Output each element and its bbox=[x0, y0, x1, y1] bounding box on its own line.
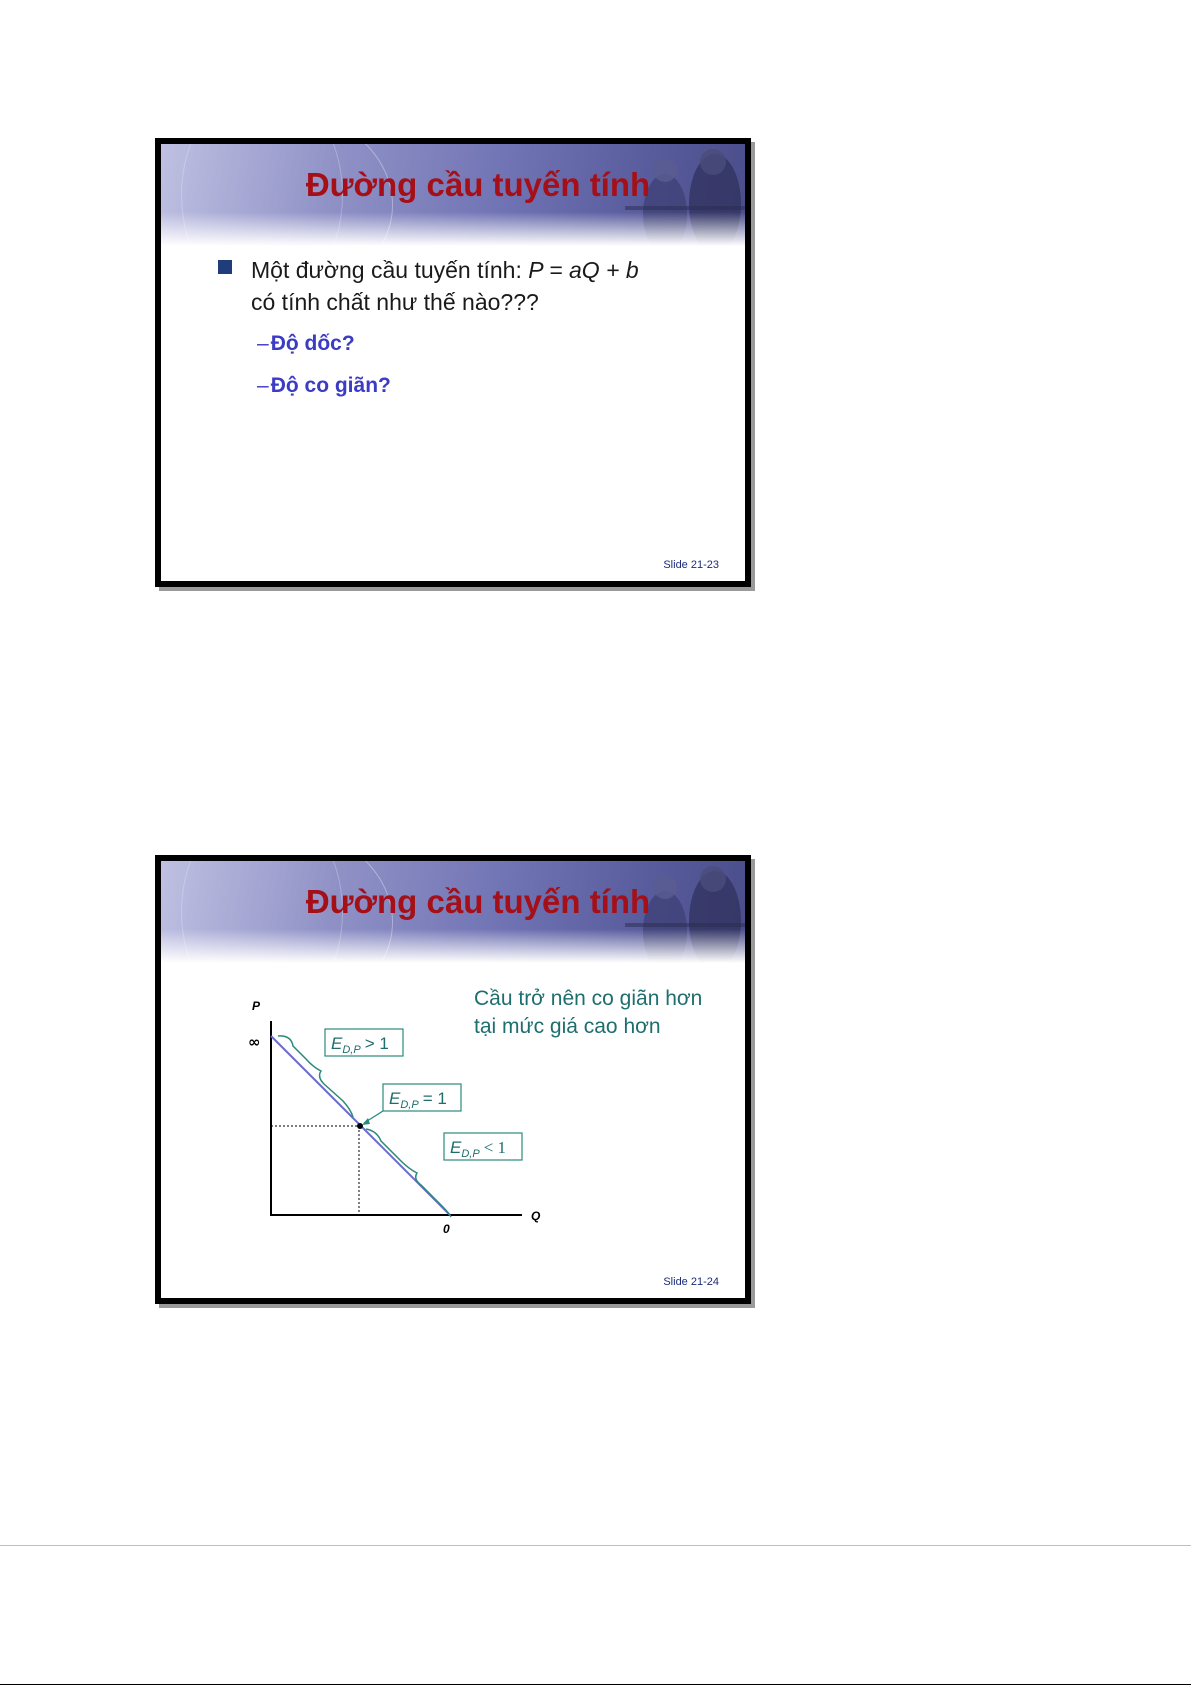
dash-icon: – bbox=[257, 332, 269, 355]
bullet-prefix: Một đường cầu tuyến tính: bbox=[251, 257, 529, 283]
subpoint-elasticity bbox=[257, 374, 391, 398]
slide-23 bbox=[155, 138, 751, 587]
equation: P = aQ + b bbox=[528, 257, 639, 283]
label-inelastic: $E_{D,P} < 1$ bbox=[450, 1138, 507, 1160]
zero-label: 0 bbox=[443, 1222, 450, 1236]
label-elastic: $E_{D,P} > 1$ bbox=[331, 1034, 389, 1056]
midpoint-marker bbox=[357, 1123, 363, 1129]
slide-number: Slide 21-23 bbox=[663, 559, 719, 571]
square-bullet-icon bbox=[218, 260, 232, 274]
bullet-point bbox=[218, 254, 718, 318]
pointer-arrow-icon bbox=[362, 1118, 370, 1125]
demand-curve-graph bbox=[161, 861, 745, 1298]
bullet-line2: có tính chất như thế nào??? bbox=[251, 289, 539, 315]
p-axis-label: P bbox=[252, 999, 261, 1013]
subpoint-label: Độ dốc? bbox=[270, 332, 355, 355]
subpoint-slope bbox=[257, 332, 355, 356]
q-axis-label: Q bbox=[531, 1209, 541, 1223]
dash-icon: – bbox=[257, 374, 269, 397]
label-unit: $E_{D,P} = 1$ bbox=[389, 1089, 447, 1111]
bullet-text bbox=[251, 254, 718, 318]
subpoint-label: Độ co giãn? bbox=[270, 374, 391, 397]
slide-24 bbox=[155, 855, 751, 1304]
footer-divider bbox=[0, 1545, 1191, 1546]
slide-title: Đường cầu tuyến tính bbox=[305, 883, 651, 920]
slide-number: Slide 21-24 bbox=[663, 1276, 719, 1288]
infinity-label: ∞ bbox=[248, 1033, 261, 1051]
note-line-1: Cầu trở nên co giãn hơn bbox=[474, 987, 703, 1010]
slide-title: Đường cầu tuyến tính bbox=[305, 166, 651, 203]
note-line-2: tại mức giá cao hơn bbox=[474, 1015, 661, 1038]
